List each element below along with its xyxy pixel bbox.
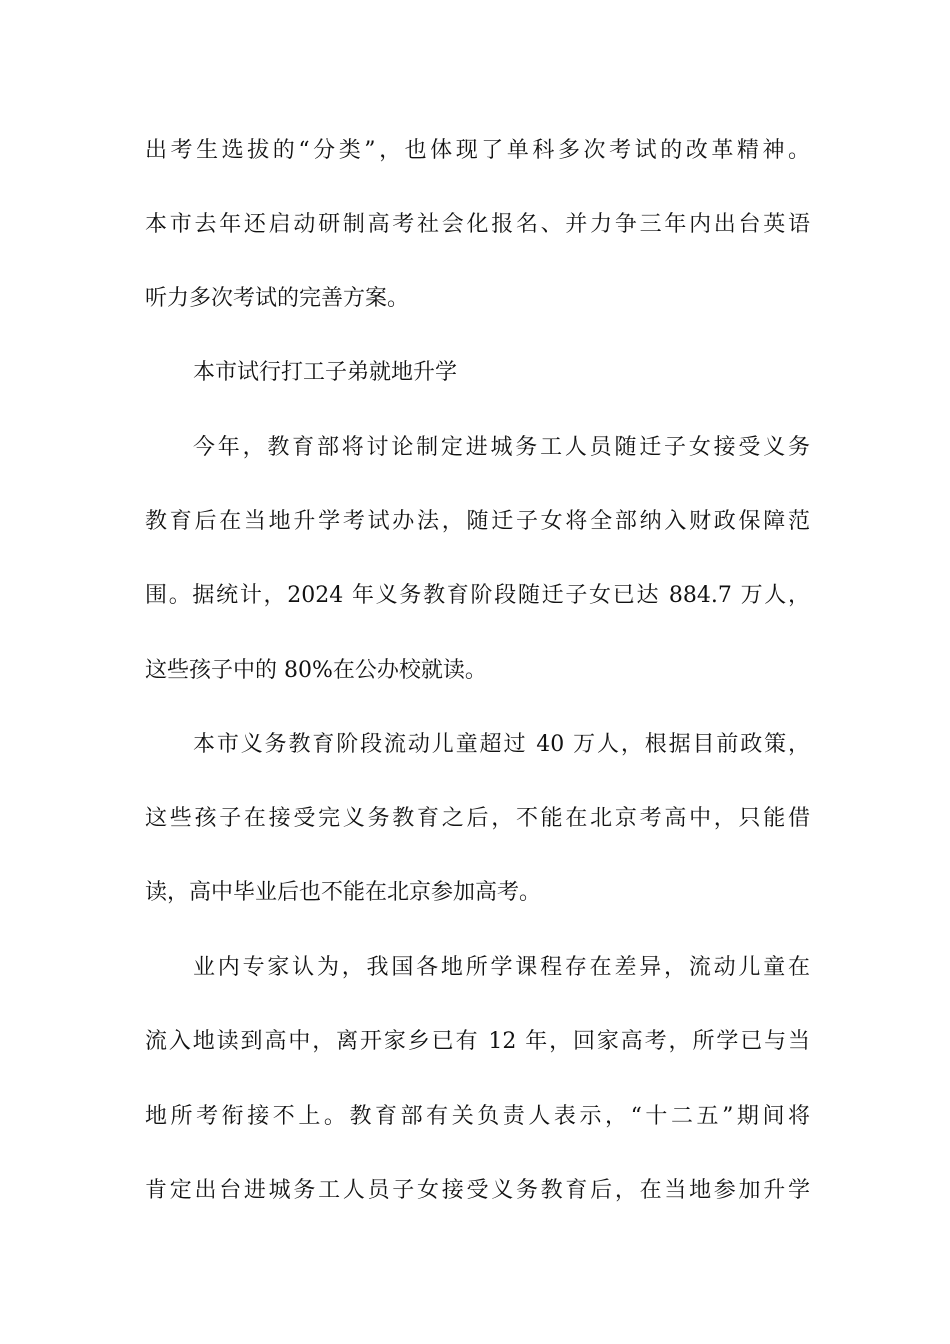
text-line: 肯定出台进城务工人员子女接受义务教育后，在当地参加升学 xyxy=(145,1178,810,1203)
text-line: 本市去年还启动研制高考社会化报名、并力争三年内出台英语 xyxy=(145,212,810,237)
text-line: 地所考衔接不上。教育部有关负责人表示，“十二五”期间将 xyxy=(145,1104,810,1129)
text-line: 这些孩子在接受完义务教育之后，不能在北京考高中，只能借 xyxy=(145,806,810,831)
text-line: 今年，教育部将讨论制定进城务工人员随迁子女接受义务 xyxy=(193,435,810,460)
text-line: 围。据统计，2024 年义务教育阶段随迁子女已达 884.7 万人， xyxy=(145,583,810,608)
text-line: 出考生选拔的“分类”，也体现了单科多次考试的改革精神。 xyxy=(145,138,810,163)
text-line: 听力多次考试的完善方案。 xyxy=(145,286,410,311)
text-line: 教育后在当地升学考试办法，随迁子女将全部纳入财政保障范 xyxy=(145,509,810,534)
text-line: 读，高中毕业后也不能在北京参加高考。 xyxy=(145,880,542,905)
text-line: 流入地读到高中，离开家乡已有 12 年，回家高考，所学已与当 xyxy=(145,1029,810,1054)
text-line: 这些孩子中的 80%在公办校就读。 xyxy=(145,658,487,683)
text-line: 业内专家认为，我国各地所学课程存在差异，流动儿童在 xyxy=(193,955,810,980)
text-line: 本市义务教育阶段流动儿童超过 40 万人，根据目前政策， xyxy=(193,732,810,757)
section-heading: 本市试行打工子弟就地升学 xyxy=(193,360,458,385)
